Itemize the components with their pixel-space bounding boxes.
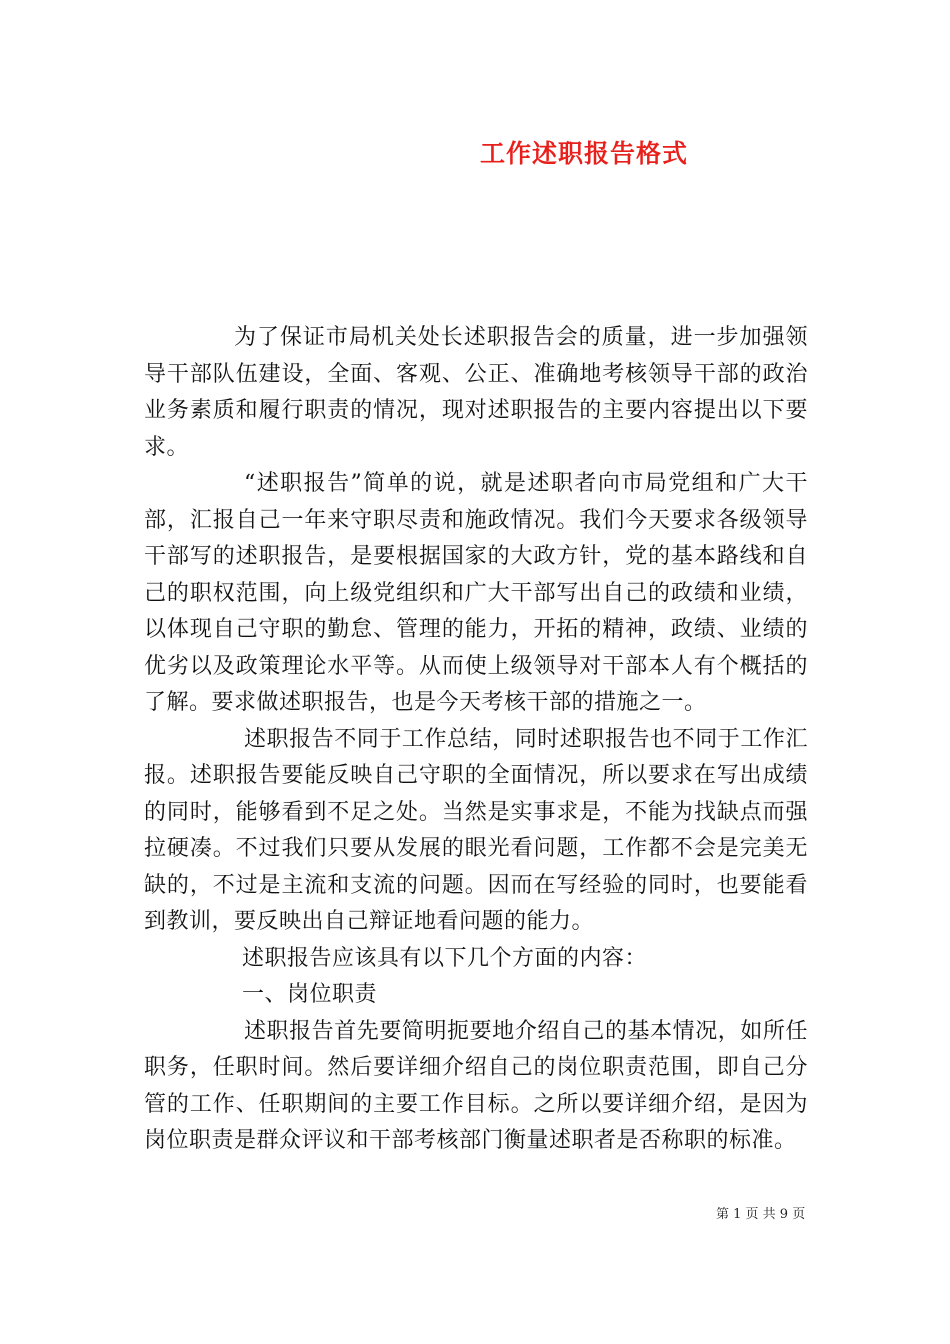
section-heading-duties: 一、岗位职责 [242, 982, 378, 1007]
document-title: 工作述职报告格式 [480, 139, 689, 168]
paragraph-distinction: 述职报告不同于工作总结，同时述职报告也不同于工作汇报。述职报告要能反映自己守职的全面情况，所以要求在写出成绩的同时，能够看到不足之处。当然是实事求是，不能为找缺点而强拉硬凑。不过我们只要从发展的眼光看问题，工作都不会是完美无缺的，不过是主流和支流的问题。因而在写经验的同时，也要能看到教训，要反映出自己辩证地看问题的能力。 [144, 726, 808, 934]
paragraph-definition: “述职报告”简单的说，就是述职者向市局党组和广大干部，汇报自己一年来守职尽责和施政情况。我们今天要求各级领导干部写的述职报告，是要根据国家的大政方针，党的基本路线和自己的职权范围，向上级党组织和广大干部写出自己的政绩和业绩，以体现自己守职的勤怠、管理的能力，开拓的精神，政绩、业绩的优劣以及政策理论水平等。从而使上级领导对干部本人有个概括的了解。要求做述职报告，也是今天考核干部的措施之一。 [144, 471, 808, 715]
paragraph-duties: 述职报告首先要简明扼要地介绍自己的基本情况，如所任职务，任职时间。然后要详细介绍自己的岗位职责范围，即自己分管的工作、任职期间的主要工作目标。之所以要详细介绍，是因为岗位职责是群众评议和干部考核部门衡量述职者是否称职的标准。 [144, 1018, 808, 1153]
page-number: 第 1 页 共 9 页 [716, 1207, 806, 1222]
document-body [144, 320, 808, 1160]
paragraph-contents-intro: 述职报告应该具有以下几个方面的内容： [242, 945, 648, 971]
paragraph-intro: 为了保证市局机关处长述职报告会的质量，进一步加强领导干部队伍建设，全面、客观、公正、准确地考核领导干部的政治业务素质和履行职责的情况，现对述职报告的主要内容提出以下要求。 [144, 325, 808, 460]
